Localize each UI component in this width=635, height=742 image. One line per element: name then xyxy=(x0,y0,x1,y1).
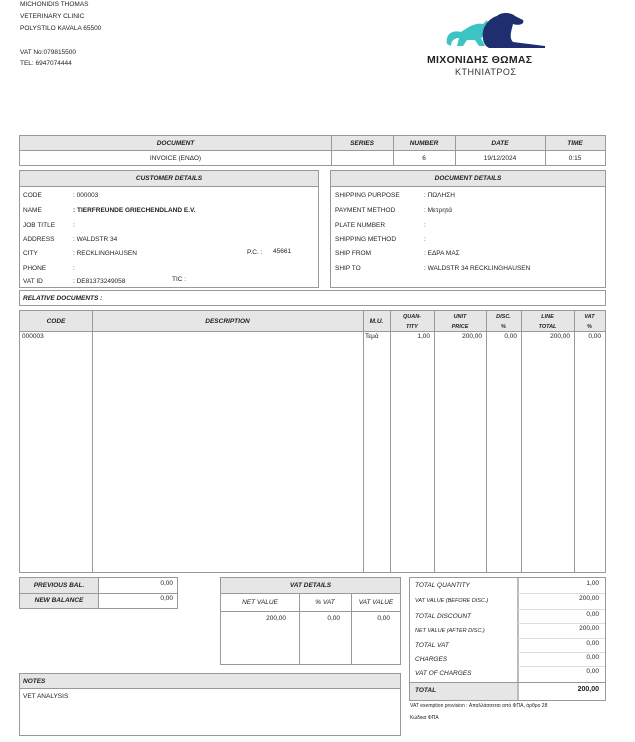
vat-exemption-line2: Κώδικα ΦΠΑ xyxy=(410,715,439,721)
previous-balance-value: 0,00 xyxy=(160,580,173,587)
previous-balance-label: PREVIOUS BAL. xyxy=(33,582,85,589)
items-header: QUAN- xyxy=(402,313,422,320)
vat-percent-header: % VAT xyxy=(315,599,335,606)
customer-label: JOB TITLE xyxy=(23,222,56,229)
new-balance-label: NEW BALANCE xyxy=(34,597,84,604)
details-label: SHIP TO xyxy=(335,265,361,272)
totals-value: 200,00 xyxy=(579,595,599,602)
details-label: PAYMENT METHOD xyxy=(335,207,396,214)
totals-label: TOTAL QUANTITY xyxy=(415,582,470,589)
totals-label: NET VALUE (AFTER DISC.) xyxy=(415,628,485,634)
vat-details-title: VAT DETAILS xyxy=(221,578,400,594)
item-cell: 0,00 xyxy=(588,333,601,340)
doc-date: 19/12/2024 xyxy=(483,155,517,162)
customer-label: VAT ID xyxy=(23,278,43,285)
customer-title: CUSTOMER DETAILS xyxy=(20,171,318,187)
items-header: DISC. xyxy=(496,313,511,320)
details-title: DOCUMENT DETAILS xyxy=(331,171,605,187)
totals-value: 0,00 xyxy=(586,668,599,675)
items-table xyxy=(19,310,606,573)
company-address: POLYSTILO KAVALA 65500 xyxy=(20,25,102,32)
items-header: TOTAL xyxy=(538,323,557,330)
customer-value: : xyxy=(73,265,75,272)
items-header: TITY xyxy=(406,323,418,330)
logo-subtitle: ΚΤΗΝΙΑΤΡΟΣ xyxy=(455,67,517,77)
doc-header-document: DOCUMENT xyxy=(156,140,195,147)
document-table xyxy=(19,135,606,166)
new-balance-value: 0,00 xyxy=(160,595,173,602)
doc-time: 0:15 xyxy=(568,155,582,162)
vat-exemption-line1: VAT exemption provision : Απαλλάσσεται από ΦΠΑ, άρθρο 28 xyxy=(410,703,548,709)
totals-label: VAT OF CHARGES xyxy=(415,670,472,677)
customer-label: ADDRESS xyxy=(23,236,55,243)
totals-label: VAT VALUE (BEFORE DISC.) xyxy=(415,598,489,604)
totals-label: TOTAL DISCOUNT xyxy=(415,613,471,620)
total-value: 200,00 xyxy=(577,686,599,693)
doc-header-date: DATE xyxy=(491,140,509,147)
company-name: MICHONIDIS THOMAS xyxy=(20,1,89,8)
customer-details xyxy=(19,170,319,288)
logo-title: ΜΙΧΟΝΙΔΗΣ ΘΩΜΑΣ xyxy=(427,54,533,66)
company-tel: TEL: 6947074444 xyxy=(20,60,72,67)
customer-label: NAME xyxy=(23,207,42,214)
doc-type: INVOICE (ΕΝΔΟ) xyxy=(149,155,202,162)
doc-header-time: TIME xyxy=(567,140,583,147)
totals-label: TOTAL VAT xyxy=(415,642,449,649)
customer-label: PHONE xyxy=(23,265,47,272)
pc-value: 45661 xyxy=(273,248,292,255)
totals-value: 0,00 xyxy=(586,611,599,618)
customer-value: : WALDSTR 34 xyxy=(73,236,118,243)
company-vat: VAT No:079815500 xyxy=(20,49,77,56)
item-cell: 200,00 xyxy=(462,333,482,340)
customer-value: : xyxy=(73,222,75,229)
items-header: VAT xyxy=(584,313,595,320)
vat-net-value: 200,00 xyxy=(266,615,286,622)
items-header: M.U. xyxy=(369,318,384,325)
items-header: PRICE xyxy=(451,323,469,330)
totals-value: 0,00 xyxy=(586,654,599,661)
details-value: : WALDSTR 34 RECKLINGHAUSEN xyxy=(424,265,531,272)
document-details xyxy=(330,170,606,288)
item-cell: 0,00 xyxy=(504,333,517,340)
vat-value-value: 0,00 xyxy=(377,615,390,622)
doc-header-series: SERIES xyxy=(350,140,374,147)
details-value: : xyxy=(424,222,426,229)
details-value: : Μετρητά xyxy=(424,207,453,214)
details-value: : ΕΔΡΑ ΜΑΣ xyxy=(424,250,460,257)
balance-box xyxy=(19,577,178,609)
doc-header-number: NUMBER xyxy=(409,140,439,147)
details-value: : ΠΩΛΗΣΗ xyxy=(424,192,455,199)
tic-label: TIC : xyxy=(172,276,187,283)
customer-value: : 000003 xyxy=(73,192,99,199)
vat-value-header: VAT VALUE xyxy=(358,599,394,606)
customer-label: CITY xyxy=(23,250,38,257)
total-label: TOTAL xyxy=(415,687,437,694)
items-header: LINE xyxy=(541,313,554,320)
items-header: CODE xyxy=(46,318,66,325)
details-label: SHIPPING PURPOSE xyxy=(335,192,400,199)
vat-net-header: NET VALUE xyxy=(242,599,278,606)
customer-value: : TIERFREUNDE GRIECHENDLAND E.V. xyxy=(73,207,196,214)
notes-title: NOTES xyxy=(20,674,400,689)
totals-value: 1,00 xyxy=(586,580,599,587)
items-header: % xyxy=(501,323,506,330)
item-cell: 1,00 xyxy=(417,333,430,340)
totals-box xyxy=(409,577,606,701)
doc-series xyxy=(331,151,393,166)
details-value: : xyxy=(424,236,426,243)
notes-text: VET ANALYSIS xyxy=(23,693,69,700)
company-type: VETERINARY CLINIC xyxy=(20,13,85,20)
pc-label: P.C. : xyxy=(247,249,263,256)
items-header: UNIT xyxy=(453,313,467,320)
totals-value: 0,00 xyxy=(586,640,599,647)
vat-details xyxy=(220,577,401,665)
relative-documents-label: RELATIVE DOCUMENTS : xyxy=(23,295,103,302)
details-label: SHIPPING METHOD xyxy=(335,236,397,243)
items-header: DESCRIPTION xyxy=(205,318,250,325)
totals-value: 200,00 xyxy=(579,625,599,632)
item-cell: Τεμά xyxy=(365,333,379,340)
totals-label: CHARGES xyxy=(415,656,448,663)
item-cell: 000003 xyxy=(22,333,44,340)
cat-dog-logo-icon xyxy=(445,10,547,50)
customer-value: : DE81373249058 xyxy=(73,278,126,285)
item-cell: 200,00 xyxy=(550,333,570,340)
customer-label: CODE xyxy=(23,192,42,199)
relative-documents xyxy=(19,290,606,306)
doc-number: 6 xyxy=(422,155,426,162)
vat-percent-value: 0,00 xyxy=(327,615,340,622)
customer-value: : RECKLINGHAUSEN xyxy=(73,250,137,257)
details-label: SHIP FROM xyxy=(335,250,371,257)
items-header: % xyxy=(587,323,592,330)
notes-box xyxy=(19,673,401,736)
details-label: PLATE NUMBER xyxy=(335,222,386,229)
